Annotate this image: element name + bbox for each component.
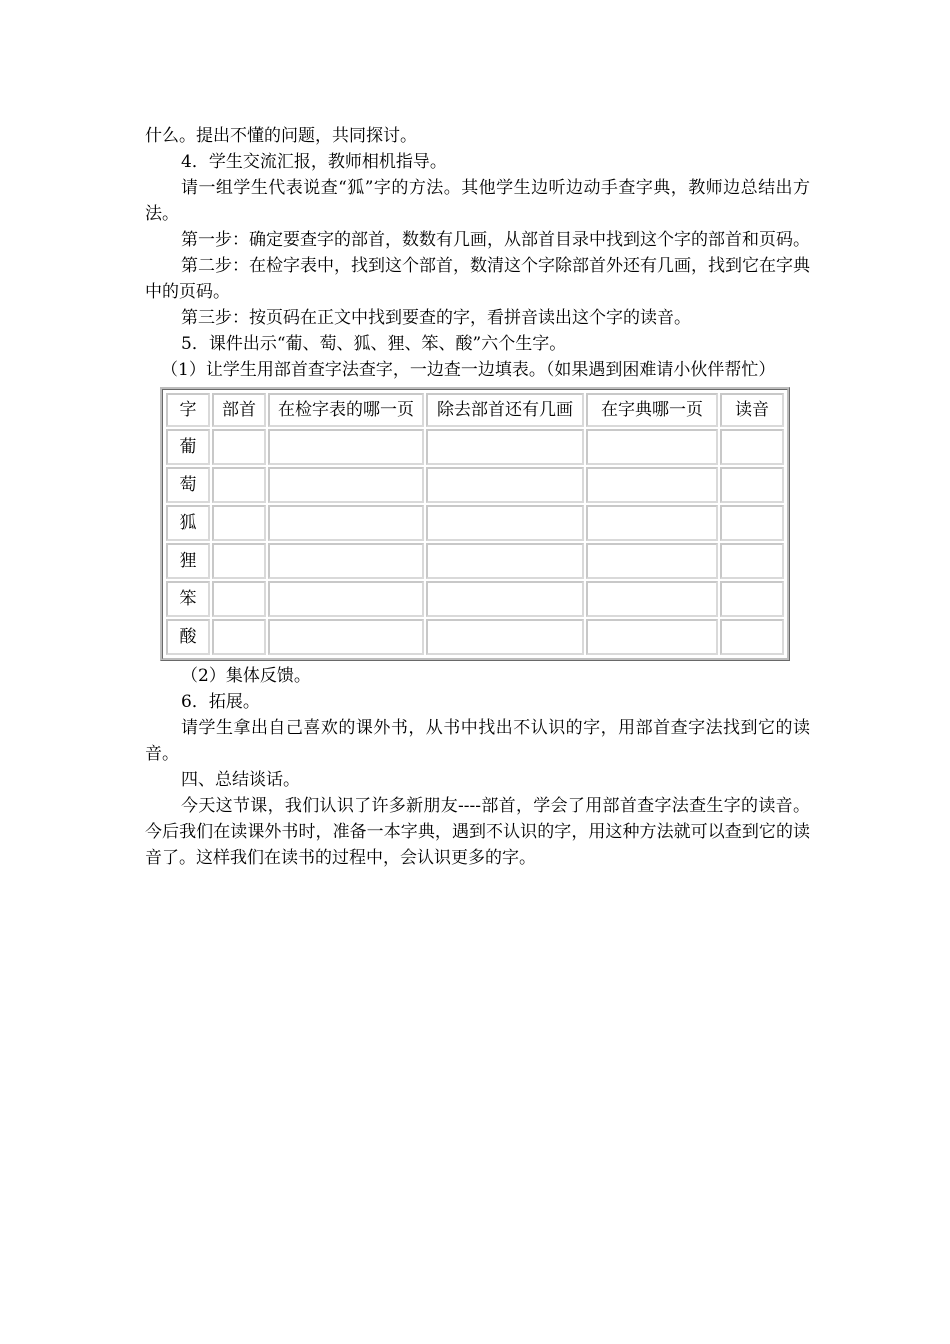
table-blank-cell — [720, 543, 784, 579]
paragraph: 4．学生交流汇报，教师相机指导。 — [181, 152, 447, 172]
document-body — [145, 123, 810, 871]
table-row — [166, 505, 784, 541]
table-blank-cell — [268, 619, 424, 655]
table-blank-cell — [426, 467, 584, 503]
table-blank-cell — [720, 505, 784, 541]
table-blank-cell — [268, 543, 424, 579]
lookup-table-frame — [160, 387, 790, 661]
table-blank-cell — [212, 543, 266, 579]
table-character-cell: 萄 — [166, 467, 210, 503]
paragraph: 第一步：确定要查字的部首，数数有几画，从部首目录中找到这个字的部首和页码。 — [181, 230, 810, 250]
paragraph: 今天这节课，我们认识了许多新朋友----部首，学会了用部首查字法查生字的读音。今后我们在读课外书时，准备一本字典，遇到不认识的字，用这种方法就可以查到它的读音了。这样我们在读书的过程中，会认识更多的字。 — [145, 796, 810, 868]
table-blank-cell — [268, 505, 424, 541]
table-blank-cell — [426, 619, 584, 655]
paragraph: 第二步：在检字表中，找到这个部首，数清这个字除部首外还有几画，找到它在字典中的页码。 — [145, 256, 810, 302]
table-blank-cell — [268, 429, 424, 465]
table-row — [166, 429, 784, 465]
table-header-cell: 部首 — [212, 393, 266, 427]
table-blank-cell — [212, 429, 266, 465]
paragraph: 请一组学生代表说查“狐”字的方法。其他学生边听边动手查字典，教师边总结出方法。 — [145, 178, 810, 224]
table-header-cell: 在检字表的哪一页 — [268, 393, 424, 427]
table-blank-cell — [586, 429, 718, 465]
table-row — [166, 581, 784, 617]
table-blank-cell — [212, 467, 266, 503]
table-header-cell: 字 — [166, 393, 210, 427]
table-blank-cell — [586, 619, 718, 655]
table-blank-cell — [586, 505, 718, 541]
table-blank-cell — [586, 581, 718, 617]
table-row — [166, 619, 784, 655]
table-character-cell: 狸 — [166, 543, 210, 579]
paragraph: 四、总结谈话。 — [181, 770, 300, 790]
table-blank-cell — [212, 581, 266, 617]
table-header-cell: 除去部首还有几画 — [426, 393, 584, 427]
table-blank-cell — [426, 429, 584, 465]
table-blank-cell — [212, 505, 266, 541]
paragraph: （1）让学生用部首查字法查字，一边查一边填表。（如果遇到困难请小伙伴帮忙） — [161, 360, 776, 380]
table-row — [166, 467, 784, 503]
table-blank-cell — [586, 543, 718, 579]
table-blank-cell — [268, 581, 424, 617]
table-blank-cell — [268, 467, 424, 503]
table-blank-cell — [212, 619, 266, 655]
paragraph: 第三步：按页码在正文中找到要查的字，看拼音读出这个字的读音。 — [181, 308, 691, 328]
paragraph: （2）集体反馈。 — [181, 666, 311, 686]
paragraph: 请学生拿出自己喜欢的课外书，从书中找出不认识的字，用部首查字法找到它的读音。 — [145, 718, 810, 764]
table-header-cell: 在字典哪一页 — [586, 393, 718, 427]
table-blank-cell — [586, 467, 718, 503]
table-row — [166, 543, 784, 579]
lesson-text-before-table — [145, 123, 810, 383]
table-blank-cell — [426, 505, 584, 541]
table-blank-cell — [426, 581, 584, 617]
table-blank-cell — [720, 581, 784, 617]
table-blank-cell — [720, 429, 784, 465]
table-header-cell: 读音 — [720, 393, 784, 427]
table-character-cell: 狐 — [166, 505, 210, 541]
paragraph: 5．课件出示“葡、萄、狐、狸、笨、酸”六个生字。 — [181, 334, 567, 354]
table-blank-cell — [720, 619, 784, 655]
paragraph: 什么。提出不懂的问题，共同探讨。 — [145, 126, 417, 146]
table-character-cell: 笨 — [166, 581, 210, 617]
table-blank-cell — [720, 467, 784, 503]
table-character-cell: 葡 — [166, 429, 210, 465]
table-blank-cell — [426, 543, 584, 579]
table-character-cell: 酸 — [166, 619, 210, 655]
character-lookup-table — [164, 391, 786, 657]
paragraph: 6．拓展。 — [181, 692, 260, 712]
table-header-row — [166, 393, 784, 427]
lesson-text-after-table — [145, 663, 810, 871]
